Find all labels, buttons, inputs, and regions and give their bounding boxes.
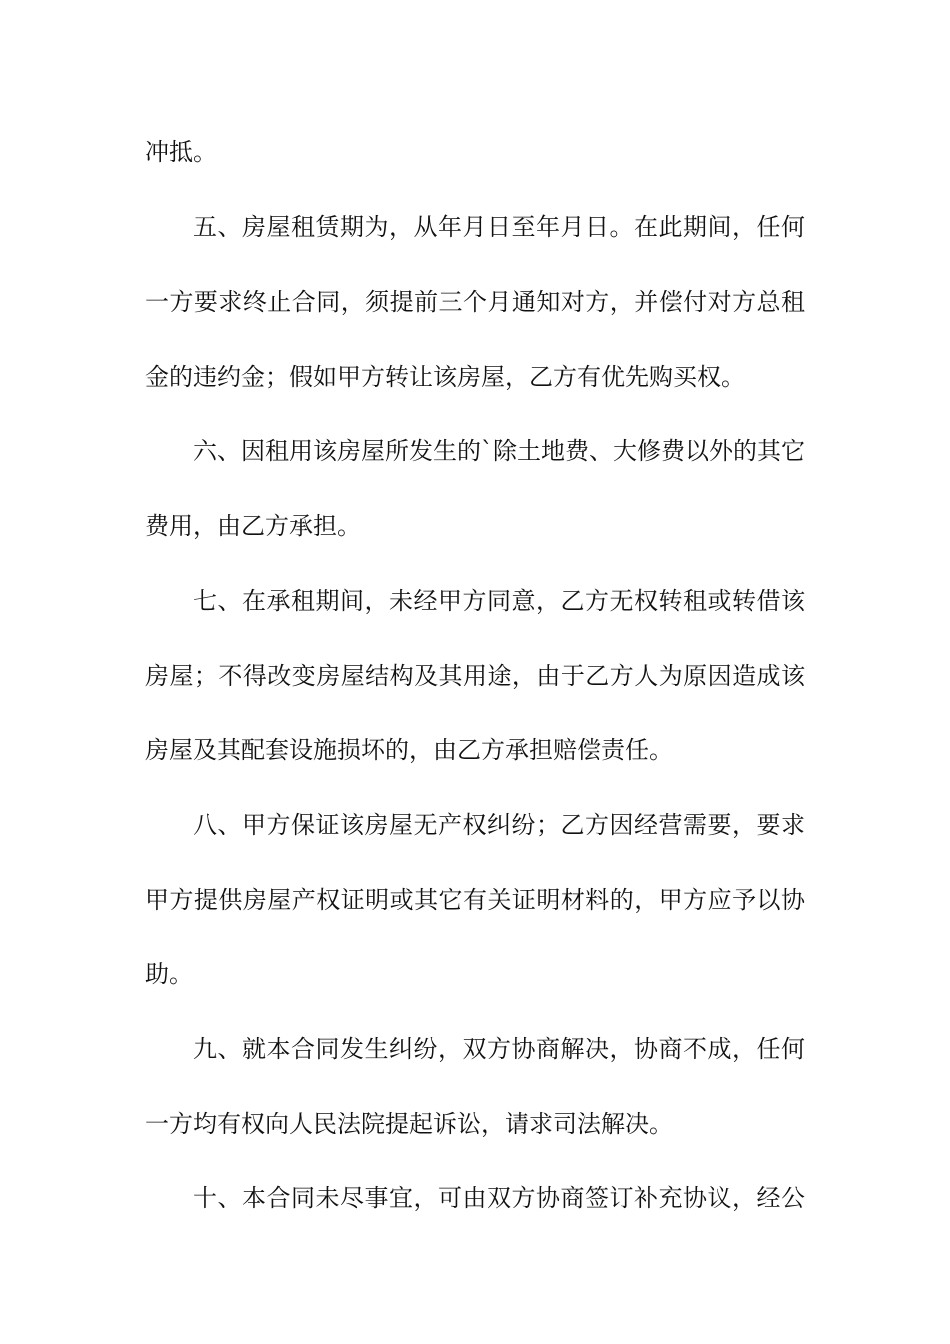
clause-6-line-1: 六、因租用该房屋所发生的`除土地费、大修费以外的其它 bbox=[193, 437, 805, 465]
text-line: 冲抵。 bbox=[145, 138, 217, 166]
clause-9-line-1: 九、就本合同发生纠纷，双方协商解决，协商不成，任何 bbox=[193, 1035, 805, 1063]
clause-9-line-2: 一方均有权向人民法院提起诉讼，请求司法解决。 bbox=[145, 1110, 673, 1138]
clause-7-line-1: 七、在承租期间，未经甲方同意，乙方无权转租或转借该 bbox=[193, 587, 805, 615]
clause-8-line-2: 甲方提供房屋产权证明或其它有关证明材料的，甲方应予以协 bbox=[145, 886, 805, 914]
clause-8-line-1: 八、甲方保证该房屋无产权纠纷；乙方因经营需要，要求 bbox=[193, 811, 805, 839]
clause-5-line-1: 五、房屋租赁期为，从年月日至年月日。在此期间，任何 bbox=[193, 213, 805, 241]
clause-7-line-2: 房屋；不得改变房屋结构及其用途，由于乙方人为原因造成该 bbox=[145, 662, 805, 690]
clause-10-line-1: 十、本合同未尽事宜，可由双方协商签订补充协议，经公 bbox=[193, 1184, 805, 1212]
clause-8-line-3: 助。 bbox=[145, 960, 193, 988]
clause-6-line-2: 费用，由乙方承担。 bbox=[145, 512, 361, 540]
clause-5-line-2: 一方要求终止合同，须提前三个月通知对方，并偿付对方总租 bbox=[145, 288, 805, 316]
clause-7-line-3: 房屋及其配套设施损坏的，由乙方承担赔偿责任。 bbox=[145, 736, 673, 764]
clause-5-line-3: 金的违约金；假如甲方转让该房屋，乙方有优先购买权。 bbox=[145, 363, 745, 391]
